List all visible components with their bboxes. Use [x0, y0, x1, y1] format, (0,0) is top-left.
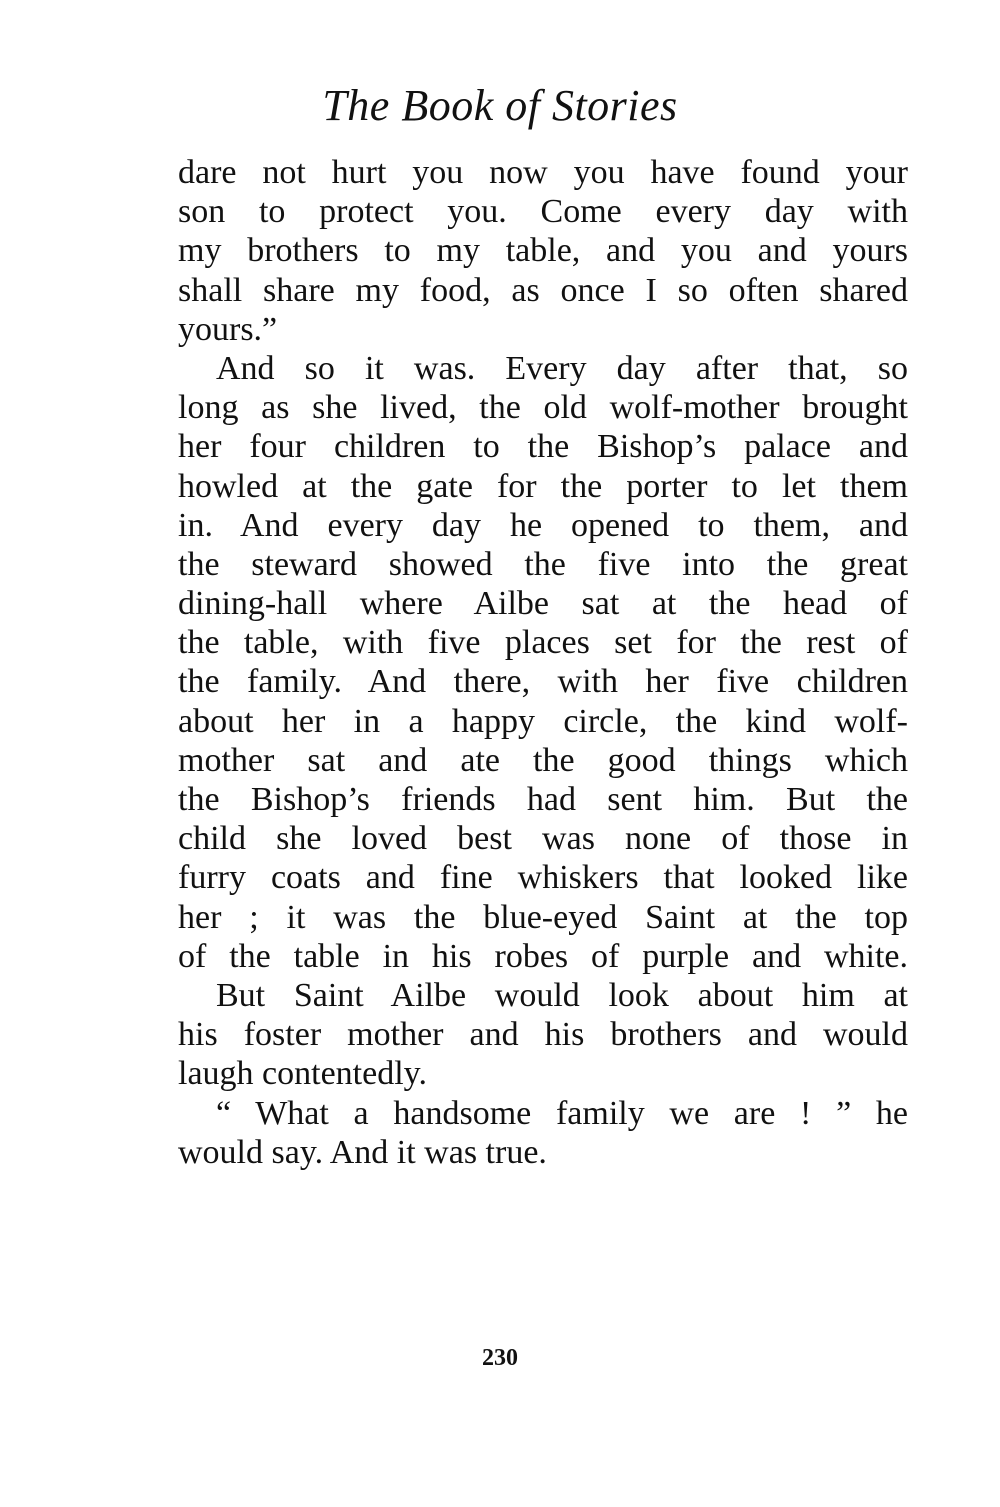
text-line: the Bishop’s friends had sent him. But the	[178, 781, 908, 818]
text-line: shall share my food, as once I so often shared	[178, 271, 908, 309]
text-line: child she loved best was none of those in	[178, 820, 908, 858]
text-line: in. And every day he opened to them, and	[178, 506, 908, 544]
text-line: “ What a handsome family we are ! ” he	[216, 1094, 908, 1132]
text-line: son to protect you. Come every day with	[178, 193, 908, 231]
text-line: dining-hall where Ailbe sat at the head of	[178, 585, 908, 623]
text-line: my brothers to my table, and you and yours	[178, 232, 908, 270]
text-line: of the table in his robes of purple and white.	[178, 937, 908, 975]
text-line: her ; it was the blue-eyed Saint at the top	[178, 898, 908, 936]
text-line: yours.”	[178, 310, 278, 348]
text-line: mother sat and ate the good things which	[178, 741, 908, 779]
body-text	[178, 153, 908, 1172]
page-number: 230	[482, 1345, 518, 1371]
text-line: laugh contentedly.	[178, 1055, 427, 1093]
page-header-title: The Book of Stories	[322, 81, 678, 130]
text-line: the steward showed the five into the great	[178, 545, 908, 583]
text-line: long as she lived, the old wolf-mother brought	[178, 389, 908, 427]
text-line: the table, with five places set for the rest of	[178, 624, 908, 662]
text-line: dare not hurt you now you have found your	[178, 154, 908, 191]
text-line: about her in a happy circle, the kind wolf-	[178, 702, 908, 740]
text-line: And so it was. Every day after that, so	[216, 349, 908, 387]
text-line: the family. And there, with her five children	[178, 663, 908, 701]
text-line: his foster mother and his brothers and would	[178, 1016, 908, 1054]
text-line: But Saint Ailbe would look about him at	[216, 976, 908, 1014]
text-line: howled at the gate for the porter to let them	[178, 467, 908, 505]
text-line: would say. And it was true.	[178, 1133, 547, 1171]
text-line: her four children to the Bishop’s palace and	[178, 428, 908, 466]
text-line: furry coats and fine whiskers that looked like	[178, 859, 908, 897]
